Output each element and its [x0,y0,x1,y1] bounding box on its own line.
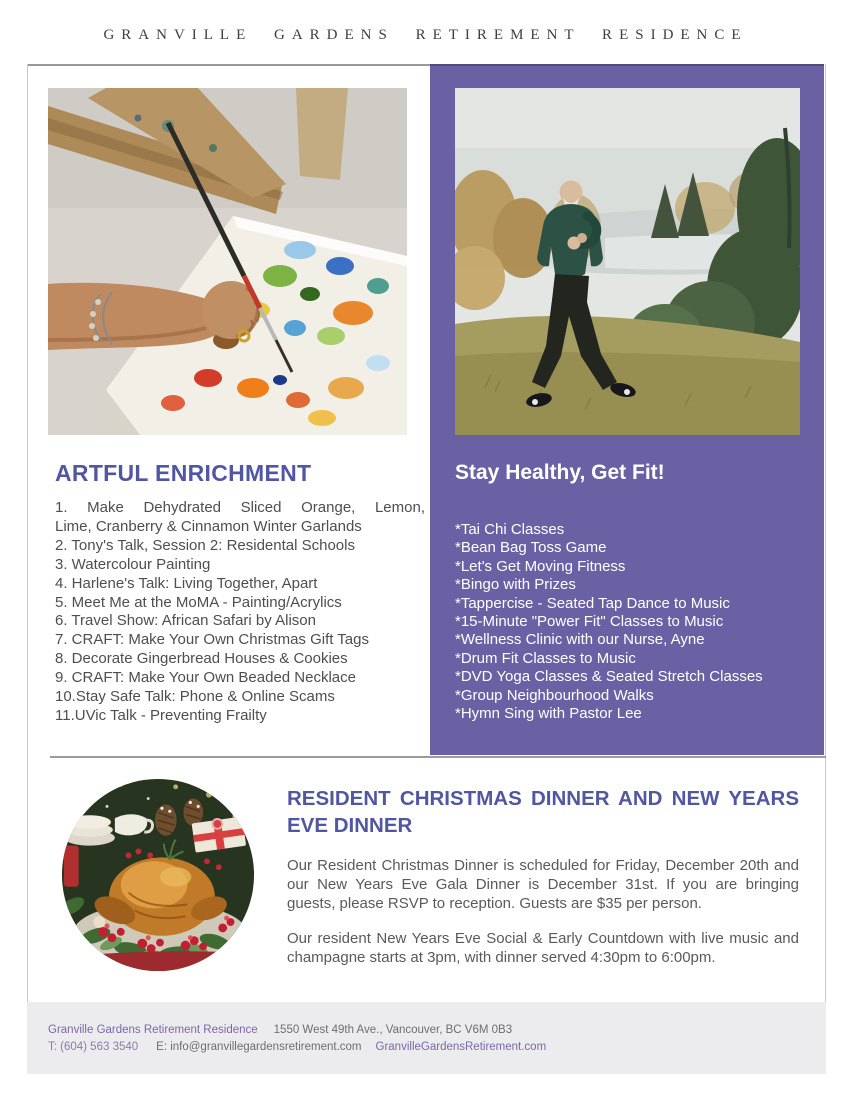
list-item: 10.Stay Safe Talk: Phone & Online Scams [55,688,335,706]
footer-residence-name: Granville Gardens Retirement Residence [48,1024,258,1036]
list-item: 6. Travel Show: African Safari by Alison [55,612,316,630]
top-divider-line [27,64,430,66]
list-item: 8. Decorate Gingerbread Houses & Cookies [55,650,348,668]
footer-line-1 [48,1022,546,1039]
list-item: *Wellness Clinic with our Nurse, Ayne [455,631,705,649]
list-item: *Drum Fit Classes to Music [455,649,636,667]
list-item: 5. Meet Me at the MoMA - Painting/Acrylics [55,593,342,611]
section-divider-line [50,756,826,758]
list-item: *Let's Get Moving Fitness [455,557,626,575]
list-item: 1. Make Dehydrated Sliced Orange, Lemon, [55,499,425,516]
artful-enrichment-list [55,499,425,726]
dinner-announcement [287,785,799,967]
list-item: 11.UVic Talk - Preventing Frailty [55,706,267,724]
list-item: 3. Watercolour Painting [55,555,211,573]
list-item: 2. Tony's Talk, Session 2: Residental Schools [55,536,355,554]
list-item: *15-Minute "Power Fit" Classes to Music [455,613,724,631]
masthead-title: GRANVILLE GARDENS RETIREMENT RESIDENCE [103,27,748,43]
christmas-turkey-dinner-photo [60,777,256,973]
fitness-activities-list [455,521,815,723]
footer-website-link[interactable]: GranvilleGardensRetirement.com [375,1041,547,1053]
right-border-line [825,64,826,1002]
list-item: *Tappercise - Seated Tap Dance to Music [455,594,730,612]
list-item: *DVD Yoga Classes & Seated Stretch Classes [455,668,763,686]
footer-email-link[interactable]: E: info@granvillegardensretirement.com [156,1041,362,1053]
painting-activity-photo [48,88,407,435]
list-item: 7. CRAFT: Make Your Own Christmas Gift Tags [55,631,369,649]
dinner-paragraph: Our resident New Years Eve Social & Early Countdown with live music and champagne starts at 3pm, with dinner served 4:30pm to 6:00pm. [287,930,799,966]
list-item: *Bingo with Prizes [455,576,576,594]
list-item: Lime, Cranberry & Cinnamon Winter Garlands [55,517,362,535]
footer [27,1002,826,1074]
list-item: *Hymn Sing with Pastor Lee [455,705,642,723]
list-item: *Group Neighbourhood Walks [455,686,654,704]
list-item: 4. Harlene's Talk: Living Together, Apart [55,574,318,592]
stay-healthy-heading: Stay Healthy, Get Fit! [455,461,665,484]
left-border-line [27,64,28,1002]
list-item: *Bean Bag Toss Game [455,539,607,557]
list-item: 9. CRAFT: Make Your Own Beaded Necklace [55,669,356,687]
artful-enrichment-heading: ARTFUL ENRICHMENT [55,460,312,486]
dinner-paragraph: Our Resident Christmas Dinner is scheduled for Friday, December 20th and our New Years Eve Gala Dinner is December 31st. If you are bringing guests, please RSVP to reception. Guests are $35 per person. [287,857,799,912]
footer-address: 1550 West 49th Ave., Vancouver, BC V6M 0B3 [273,1024,513,1036]
footer-line-2 [48,1039,546,1056]
outdoor-tai-chi-photo [455,88,800,435]
list-item: *Tai Chi Classes [455,521,565,538]
dinner-heading: RESIDENT CHRISTMAS DINNER AND NEW YEARS EVE DINNER [287,787,799,837]
footer-phone: T: (604) 563 3540 [48,1041,139,1053]
